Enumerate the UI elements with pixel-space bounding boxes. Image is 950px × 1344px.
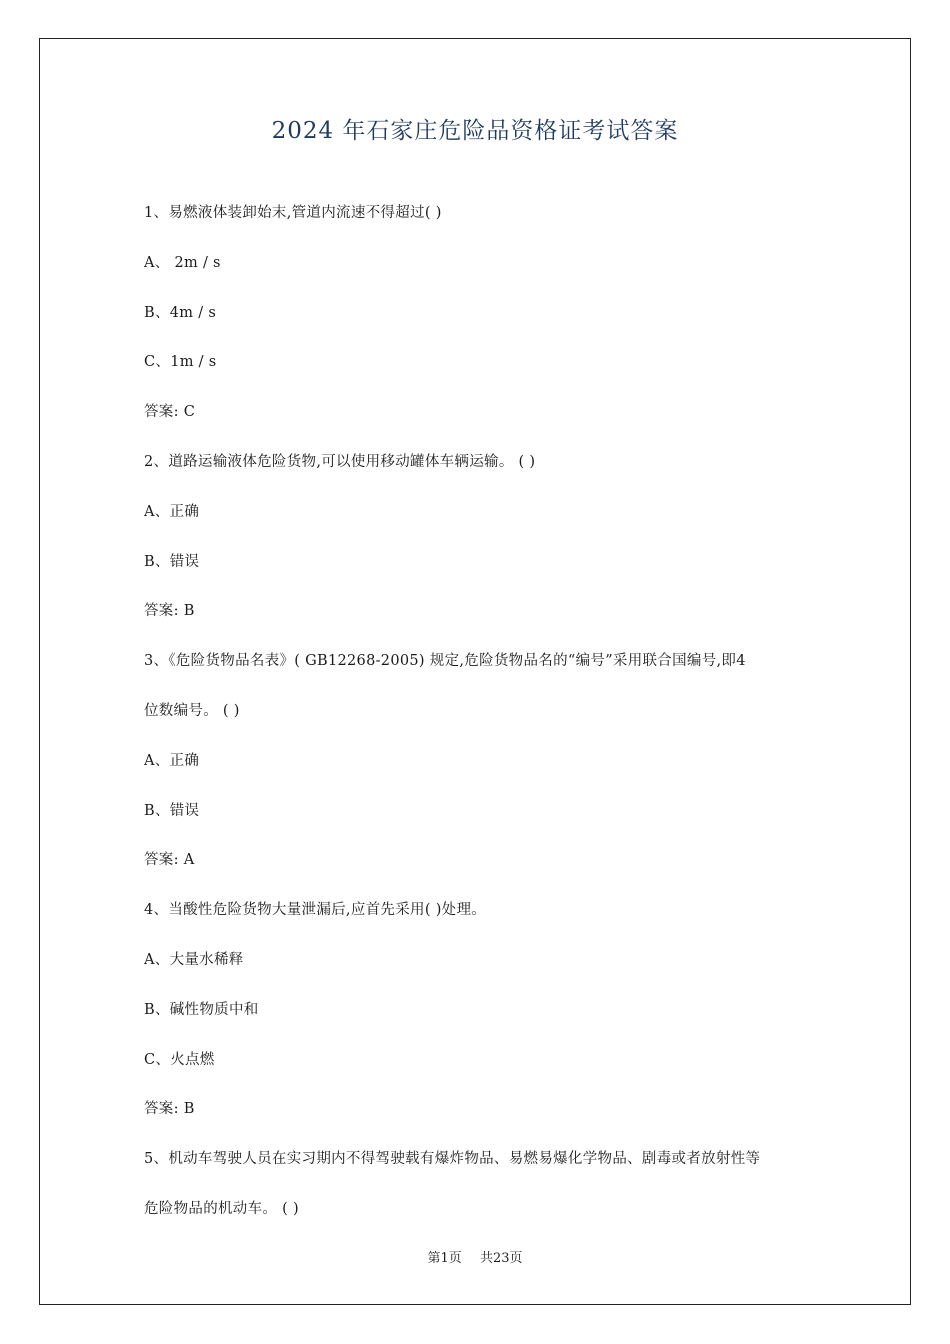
question-1: 1、易燃液体装卸始末,管道内流速不得超过( )	[144, 205, 442, 221]
page-footer	[0, 1247, 950, 1266]
document-title: 2024 年石家庄危险品资格证考试答案	[271, 118, 679, 144]
option-a: A、正确	[144, 503, 200, 520]
question-5-continued: 危险物品的机动车。 ( )	[144, 1200, 299, 1217]
option-a: A、 2m / s	[144, 254, 221, 271]
answer-4: 答案: B	[144, 1101, 195, 1118]
question-4: 4、当酸性危险货物大量泄漏后,应首先采用( )处理。	[144, 902, 487, 919]
option-b: B、4m / s	[144, 304, 217, 321]
document-body	[144, 195, 814, 1241]
question-3-continued: 位数编号。 ( )	[144, 702, 240, 719]
option-b: B、错误	[144, 553, 200, 570]
option-c: C、1m / s	[144, 354, 217, 371]
question-3: 3、《危险货物品名表》( GB12268-2005) 规定,危险货物品名的“编号”采用联合国编号,即4	[144, 653, 746, 670]
option-b: B、碱性物质中和	[144, 1001, 259, 1018]
answer-3: 答案: A	[144, 852, 195, 869]
page-number: 第1页	[427, 1251, 462, 1266]
question-5: 5、机动车驾驶人员在实习期内不得驾驶载有爆炸物品、易燃易爆化学物品、剧毒或者放射性等	[144, 1151, 761, 1168]
option-b: B、错误	[144, 802, 200, 819]
page-total: 共23页	[479, 1251, 523, 1266]
option-c: C、火点燃	[144, 1051, 215, 1068]
option-a: A、正确	[144, 752, 200, 769]
answer-1: 答案: C	[144, 404, 196, 421]
option-a: A、大量水稀释	[144, 951, 244, 968]
answer-2: 答案: B	[144, 603, 195, 620]
question-2: 2、道路运输液体危险货物,可以使用移动罐体车辆运输。 ( )	[144, 453, 536, 470]
